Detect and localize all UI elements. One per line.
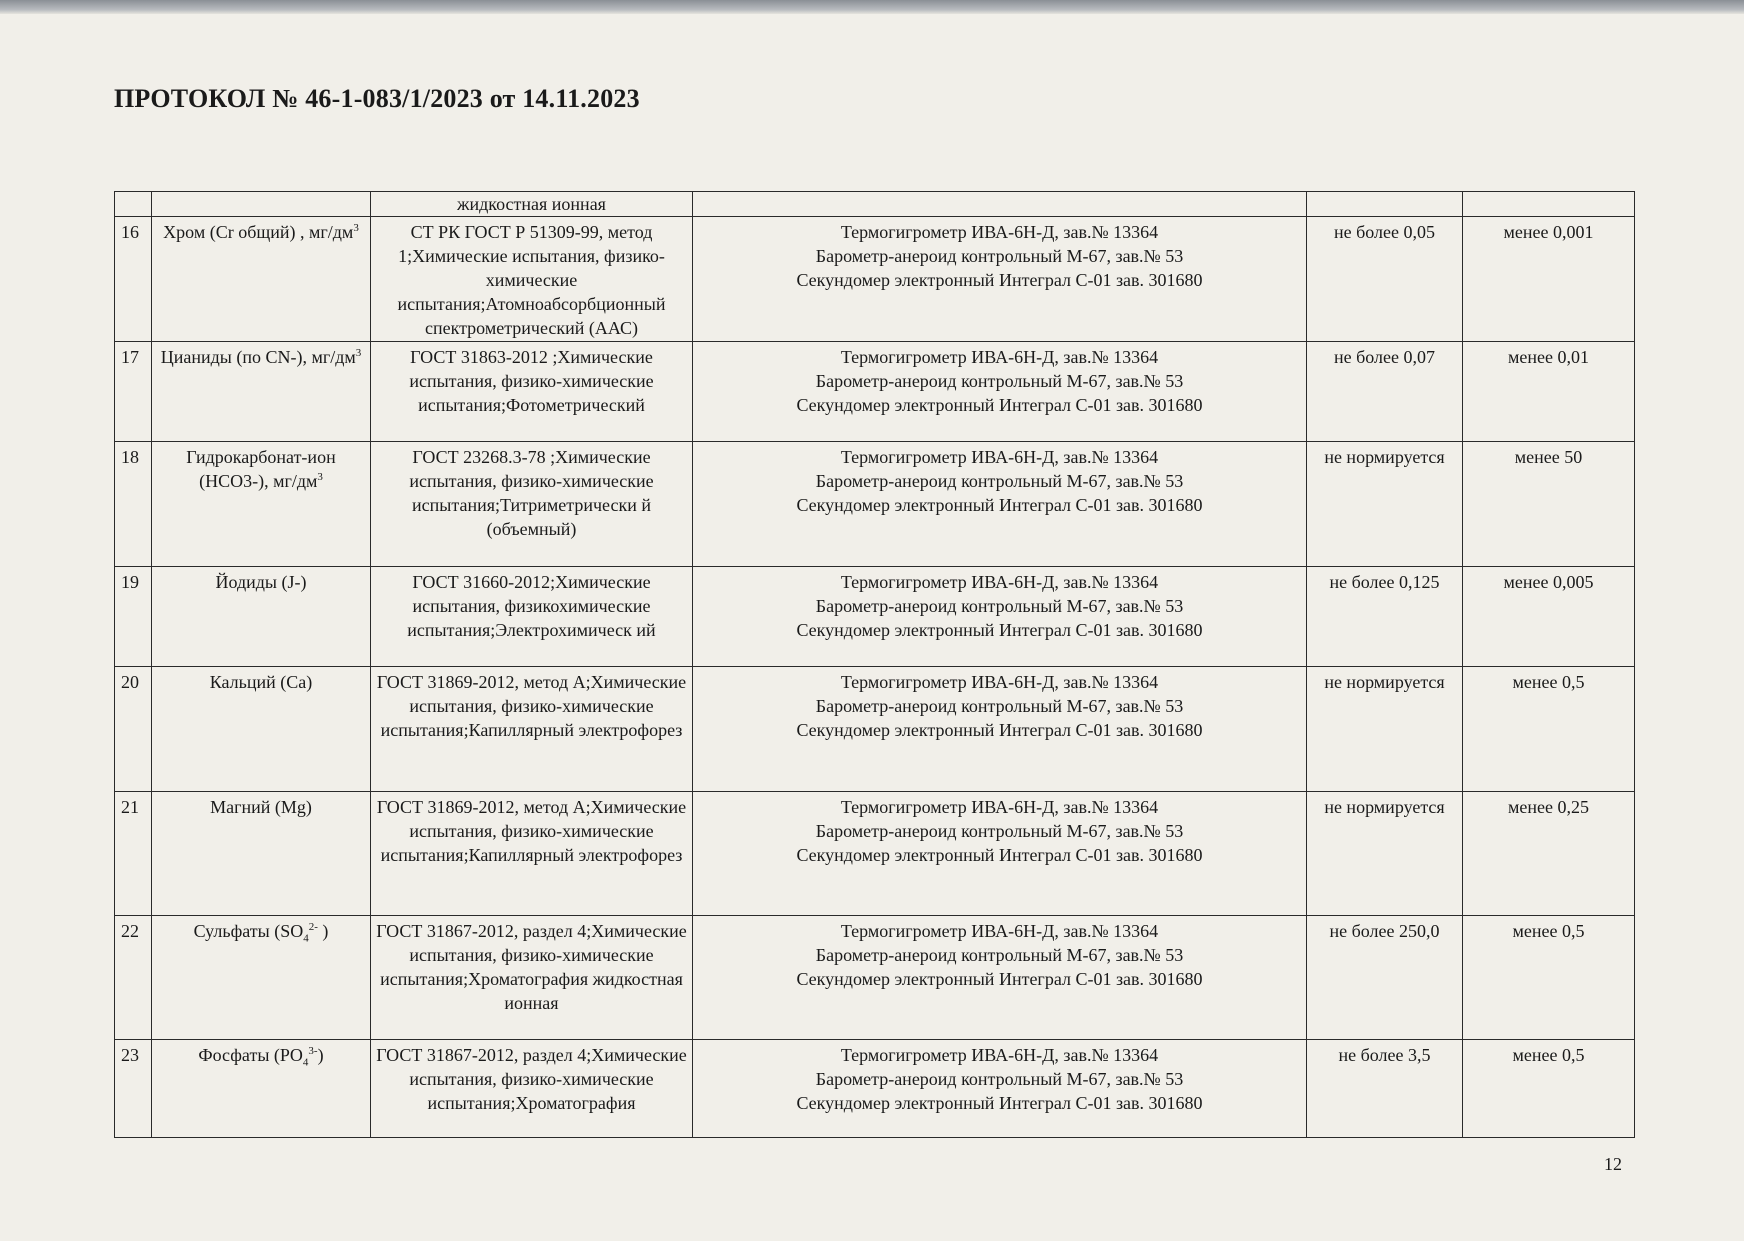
table-row xyxy=(115,792,1635,916)
cell-indicator: Сульфаты ($SO_4^{2-}$ ) xyxy=(152,916,371,1040)
cell-indicator: Цианиды (по CN-), $мг/дм^3$ xyxy=(152,342,371,442)
cell-indicator: Хром (Cr общий) , $мг/дм^3$ xyxy=(152,217,371,342)
scan-top-edge xyxy=(0,0,1744,14)
table-row xyxy=(115,342,1635,442)
equipment-line: Термогигрометр ИВА-6Н-Д, зав.№ 13364 xyxy=(840,447,1159,467)
equipment-line: Барометр-анероид контрольный М-67, зав.№ 53 xyxy=(815,371,1184,391)
cell-num: 21 xyxy=(115,792,152,916)
table-row xyxy=(115,567,1635,667)
cell-equipment xyxy=(693,567,1307,667)
cell-num: 19 xyxy=(115,567,152,667)
cell-norm: не нормируется xyxy=(1307,442,1463,567)
page-title: ПРОТОКОЛ № 46-1-083/1/2023 от 14.11.2023 xyxy=(114,84,640,113)
cell-indicator xyxy=(152,192,371,217)
table-row xyxy=(115,217,1635,342)
cell-result xyxy=(1463,192,1635,217)
cell-norm: не более 3,5 xyxy=(1307,1040,1463,1138)
table-row xyxy=(115,916,1635,1040)
cell-equipment xyxy=(693,217,1307,342)
cell-result: менее 0,001 xyxy=(1463,217,1635,342)
cell-indicator: Гидрокарбонат-ион (HCO3-), $мг/дм^3$ xyxy=(152,442,371,567)
cell-method: ГОСТ 31660-2012;Химические испытания, физикохимические испытания;Электрохимическ ий xyxy=(371,567,693,667)
results-table xyxy=(114,191,1635,1138)
table-row xyxy=(115,667,1635,792)
cell-result: менее 50 xyxy=(1463,442,1635,567)
equipment-line: Термогигрометр ИВА-6Н-Д, зав.№ 13364 xyxy=(840,921,1159,941)
equipment-line: Термогигрометр ИВА-6Н-Д, зав.№ 13364 xyxy=(840,347,1159,367)
equipment-line: Термогигрометр ИВА-6Н-Д, зав.№ 13364 xyxy=(840,572,1159,592)
cell-method: СТ РК ГОСТ Р 51309-99, метод 1;Химические испытания, физико-химические испытания;Атомноабсорбционный спектрометрический (ААС) xyxy=(371,217,693,342)
cell-norm: не более 250,0 xyxy=(1307,916,1463,1040)
cell-num: 18 xyxy=(115,442,152,567)
cell-method: ГОСТ 31867-2012, раздел 4;Химические испытания, физико-химические испытания;Хроматография xyxy=(371,1040,693,1138)
cell-norm: не более 0,07 xyxy=(1307,342,1463,442)
equipment-line: Секундомер электронный Интеграл С-01 зав. 301680 xyxy=(796,270,1203,290)
cell-result: менее 0,25 xyxy=(1463,792,1635,916)
table-row xyxy=(115,442,1635,567)
cell-result: менее 0,5 xyxy=(1463,667,1635,792)
cell-equipment xyxy=(693,342,1307,442)
cell-num: 20 xyxy=(115,667,152,792)
equipment-line: Термогигрометр ИВА-6Н-Д, зав.№ 13364 xyxy=(840,1045,1159,1065)
equipment-line: Барометр-анероид контрольный М-67, зав.№ 53 xyxy=(815,471,1184,491)
equipment-line: Термогигрометр ИВА-6Н-Д, зав.№ 13364 xyxy=(840,797,1159,817)
table-row xyxy=(115,1040,1635,1138)
cell-indicator: Йодиды (J-) xyxy=(152,567,371,667)
cell-equipment xyxy=(693,192,1307,217)
cell-num xyxy=(115,192,152,217)
cell-equipment xyxy=(693,792,1307,916)
cell-norm: не более 0,05 xyxy=(1307,217,1463,342)
table-row-continuation xyxy=(115,192,1635,217)
cell-equipment xyxy=(693,667,1307,792)
equipment-line: Барометр-анероид контрольный М-67, зав.№ 53 xyxy=(815,821,1184,841)
cell-num: 23 xyxy=(115,1040,152,1138)
cell-indicator: Магний (Mg) xyxy=(152,792,371,916)
equipment-line: Секундомер электронный Интеграл С-01 зав. 301680 xyxy=(796,969,1203,989)
equipment-line: Секундомер электронный Интеграл С-01 зав. 301680 xyxy=(796,845,1203,865)
cell-norm: не более 0,125 xyxy=(1307,567,1463,667)
equipment-line: Секундомер электронный Интеграл С-01 зав. 301680 xyxy=(796,395,1203,415)
cell-result: менее 0,01 xyxy=(1463,342,1635,442)
cell-indicator: Фосфаты $(PO_4^{3-})$ xyxy=(152,1040,371,1138)
equipment-line: Секундомер электронный Интеграл С-01 зав. 301680 xyxy=(796,495,1203,515)
cell-method: ГОСТ 31867-2012, раздел 4;Химические испытания, физико-химические испытания;Хроматография жидкостная ионная xyxy=(371,916,693,1040)
cell-result: менее 0,5 xyxy=(1463,916,1635,1040)
cell-result: менее 0,005 xyxy=(1463,567,1635,667)
cell-method: жидкостная ионная xyxy=(371,192,693,217)
equipment-line: Термогигрометр ИВА-6Н-Д, зав.№ 13364 xyxy=(840,222,1159,242)
cell-method: ГОСТ 23268.3-78 ;Химические испытания, физико-химические испытания;Титриметрически й (объемный) xyxy=(371,442,693,567)
cell-num: 22 xyxy=(115,916,152,1040)
cell-method: ГОСТ 31869-2012, метод А;Химические испытания, физико-химические испытания;Капиллярный электрофорез xyxy=(371,792,693,916)
equipment-line: Секундомер электронный Интеграл С-01 зав. 301680 xyxy=(796,620,1203,640)
cell-norm: не нормируется xyxy=(1307,667,1463,792)
equipment-line: Барометр-анероид контрольный М-67, зав.№ 53 xyxy=(815,1069,1184,1089)
equipment-line: Барометр-анероид контрольный М-67, зав.№ 53 xyxy=(815,246,1184,266)
equipment-line: Секундомер электронный Интеграл С-01 зав. 301680 xyxy=(796,720,1203,740)
cell-result: менее 0,5 xyxy=(1463,1040,1635,1138)
equipment-line: Секундомер электронный Интеграл С-01 зав. 301680 xyxy=(796,1093,1203,1113)
equipment-line: Барометр-анероид контрольный М-67, зав.№ 53 xyxy=(815,596,1184,616)
cell-method: ГОСТ 31863-2012 ;Химические испытания, физико-химические испытания;Фотометрический xyxy=(371,342,693,442)
cell-equipment xyxy=(693,916,1307,1040)
cell-method: ГОСТ 31869-2012, метод А;Химические испытания, физико-химические испытания;Капиллярный электрофорез xyxy=(371,667,693,792)
cell-num: 16 xyxy=(115,217,152,342)
cell-norm xyxy=(1307,192,1463,217)
cell-num: 17 xyxy=(115,342,152,442)
cell-equipment xyxy=(693,442,1307,567)
equipment-line: Барометр-анероид контрольный М-67, зав.№ 53 xyxy=(815,696,1184,716)
page-number: 12 xyxy=(1604,1154,1622,1174)
cell-equipment xyxy=(693,1040,1307,1138)
cell-norm: не нормируется xyxy=(1307,792,1463,916)
cell-indicator: Кальций (Ca) xyxy=(152,667,371,792)
equipment-line: Термогигрометр ИВА-6Н-Д, зав.№ 13364 xyxy=(840,672,1159,692)
equipment-line: Барометр-анероид контрольный М-67, зав.№ 53 xyxy=(815,945,1184,965)
